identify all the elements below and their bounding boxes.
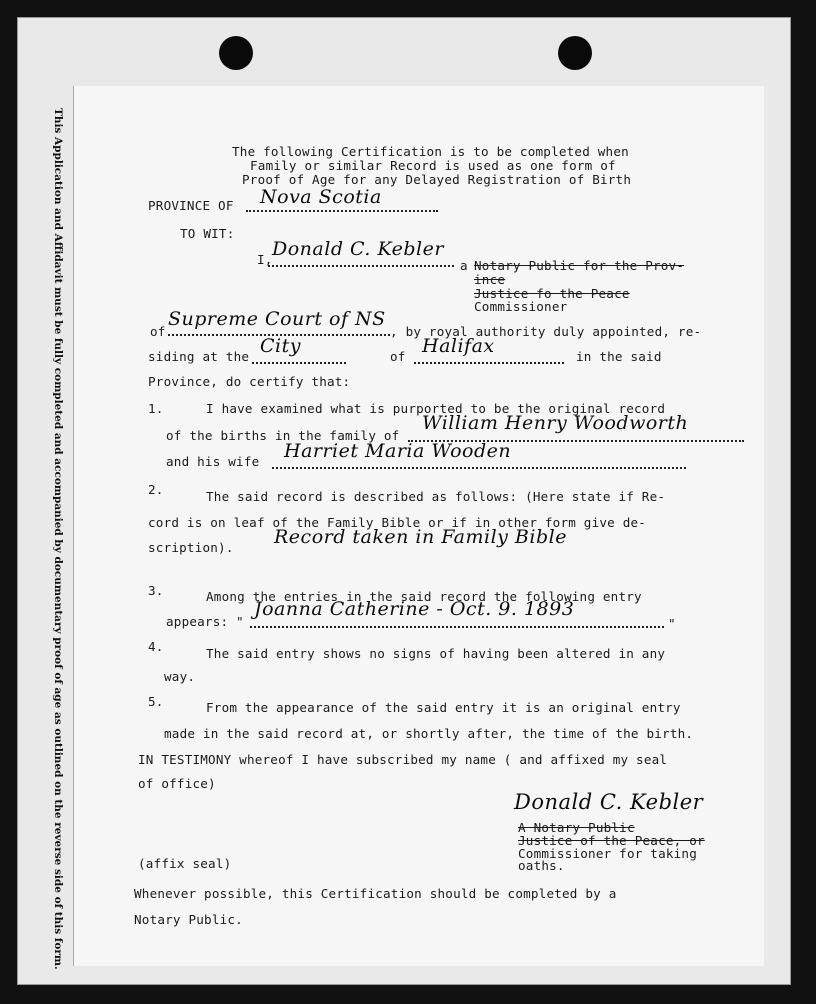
item-2-line-3: scription). (148, 540, 234, 555)
item-1-line-2: of the births in the family of (166, 428, 400, 443)
royal-text: , by royal authority duly appointed, re- (390, 324, 702, 339)
birth-entry: Joanna Catherine - Oct. 9. 1893 (254, 598, 575, 620)
province-line (246, 210, 438, 212)
item-2-number: 2. (148, 482, 164, 497)
item-5-line-2: made in the said record at, or shortly after, the time of the birth. (164, 726, 694, 741)
residing-label: siding at the (148, 349, 250, 364)
residing-value: City (260, 335, 301, 357)
city-value: Halifax (422, 335, 495, 357)
in-the-said-label: in the said (576, 349, 662, 364)
sig-justice: Justice of the Peace, or (518, 833, 705, 848)
item-5-line-1: From the appearance of the said entry it is an original entry (206, 700, 681, 715)
item-4-line-1: The said entry shows no signs of having been altered in any (206, 646, 666, 661)
title-a: a (460, 258, 468, 273)
i-label: I, (257, 252, 273, 267)
item-1-number: 1. (148, 401, 164, 416)
province-line-text: Province, do certify that: (148, 374, 351, 389)
punch-hole-right (558, 36, 592, 70)
testimony-line-1: IN TESTIMONY whereof I have subscribed my name ( and affixed my seal (138, 752, 668, 767)
of-label: of (150, 324, 166, 339)
entry-line (250, 626, 664, 628)
mother-name: Harriet Maria Wooden (284, 440, 512, 462)
item-4-line-2: way. (164, 669, 196, 684)
footer-line-2: Notary Public. (134, 912, 243, 927)
title-notary: Notary Public for the Prov- (474, 258, 685, 273)
sig-notary: A Notary Public (518, 820, 635, 835)
footer-line-1: Whenever possible, this Certification should be completed by a (134, 886, 617, 901)
wife-label: and his wife (166, 454, 260, 469)
appears-label: appears: " (166, 614, 244, 629)
sig-commissioner-2: oaths. (518, 858, 565, 873)
name-line (268, 265, 454, 267)
title-justice: Justice fo the Peace (474, 286, 630, 301)
header-line-3: Proof of Age for any Delayed Registration of Birth (242, 172, 632, 187)
province-value: Nova Scotia (260, 186, 382, 208)
city-line (414, 362, 564, 364)
item-2-line-1: The said record is described as follows: (Here state if Re- (206, 489, 666, 504)
title-ince: ince (474, 272, 506, 287)
court-value: Supreme Court of NS (168, 308, 386, 330)
side-note (42, 108, 68, 970)
certificate-page (74, 86, 764, 966)
mother-line (272, 467, 686, 469)
item-3-number: 3. (148, 583, 164, 598)
affix-seal: (affix seal) (138, 856, 232, 871)
punch-hole-left (219, 36, 253, 70)
side-note-text: This Application and Affidavit must be fully completed and accompanied by documentary proof of age as outlined on the reverse side of this form. (52, 108, 64, 970)
record-description: Record taken in Family Bible (274, 526, 567, 548)
header-line-1: The following Certification is to be completed when (232, 144, 629, 159)
certifier-name: Donald C. Kebler (272, 238, 444, 260)
close-quote: " (668, 616, 676, 631)
father-name: William Henry Woodworth (422, 412, 689, 434)
item-1-line-1: I have examined what is purported to be the original record (206, 401, 666, 416)
testimony-line-2: of office) (138, 776, 216, 791)
title-commissioner: Commissioner (474, 299, 568, 314)
sig-commissioner-1: Commissioner for taking (518, 846, 697, 861)
item-2-line-2: cord is on leaf of the Family Bible or if in other form give de- (148, 515, 647, 530)
item-4-number: 4. (148, 639, 164, 654)
to-wit-label: TO WIT: (180, 226, 235, 241)
signature: Donald C. Kebler (514, 790, 704, 814)
header-line-2: Family or similar Record is used as one form of (250, 158, 616, 173)
of2-label: of (390, 349, 406, 364)
province-label: PROVINCE OF (148, 198, 234, 213)
item-3-line-1: Among the entries in the said record the following entry (206, 589, 642, 604)
item-5-number: 5. (148, 694, 164, 709)
residing-line (252, 362, 346, 364)
